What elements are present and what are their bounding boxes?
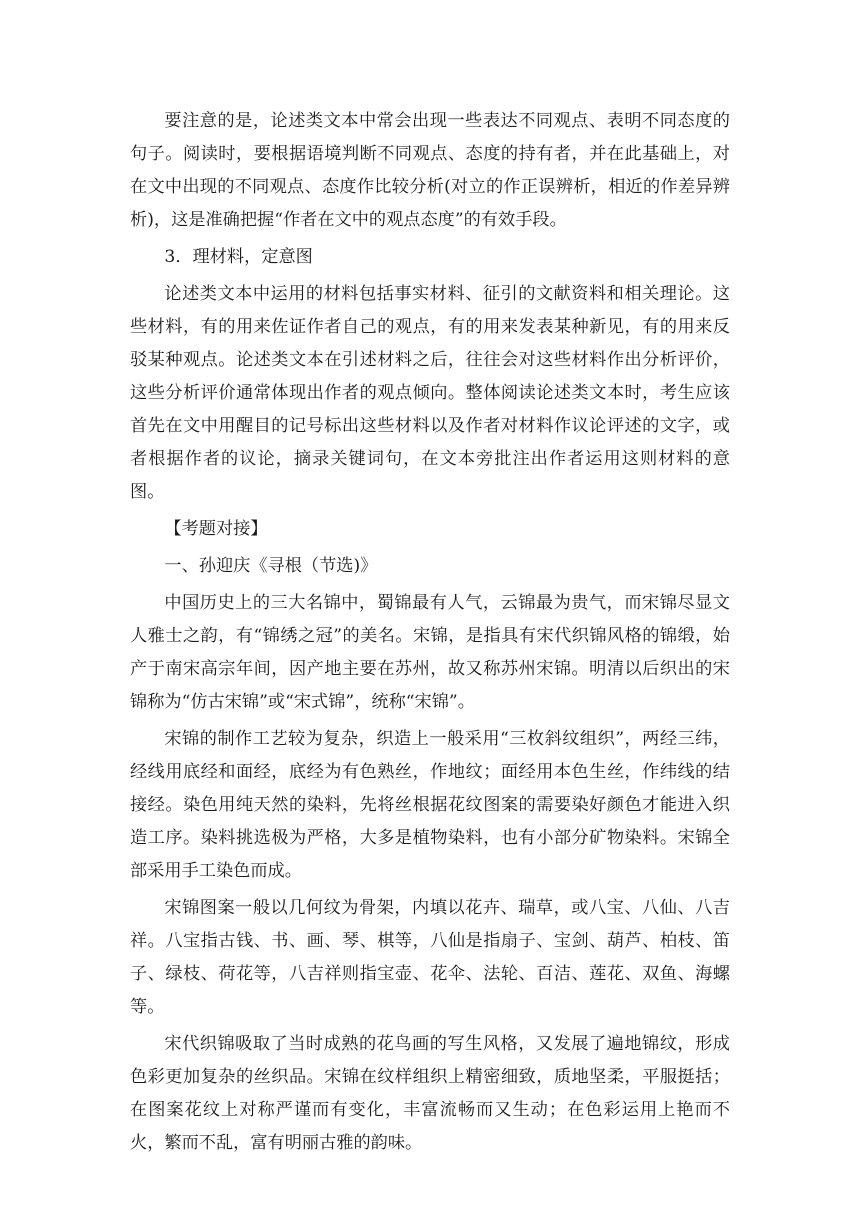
section-title-exam: 【考题对接】	[164, 519, 268, 539]
paragraph-patterns: 宋锦图案一般以几何纹为骨架，内填以花卉、瑞草，或八宝、八仙、八吉祥。八宝指古钱、书、画、琴、棋等，八仙是指扇子、宝剑、葫芦、柏枝、笛子、绿枝、荷花等，八吉祥则指宝壶、花伞、法轮、百洁、莲花、双鱼、海螺等。	[130, 898, 730, 1017]
paragraph-song-brocade-intro: 中国历史上的三大名锦中，蜀锦最有人气，云锦最为贵气，而宋锦尽显文人雅士之韵，有“锦绣之冠”的美名。宋锦，是指具有宋代织锦风格的锦缎，始产于南宋高宗年间，因产地主要在苏州，故又称苏州宋锦。明清以后织出的宋锦称为“仿古宋锦”或“宋式锦”，统称“宋锦”。	[130, 593, 730, 712]
paragraph-viewpoint-attitude: 要注意的是，论述类文本中常会出现一些表达不同观点、表明不同态度的句子。阅读时，要根据语境判断不同观点、态度的持有者，并在此基础上，对在文中出现的不同观点、态度作比较分析(对立的作正误辨析，相近的作差异辨析)，这是准确把握“作者在文中的观点态度”的有效手段。	[130, 111, 730, 230]
subsection-title-reading: 一、孙迎庆《寻根（节选)》	[164, 556, 378, 576]
document-page	[130, 105, 730, 1160]
heading-material-intent: 3．理材料，定意图	[164, 247, 313, 267]
paragraph-style: 宋代织锦吸取了当时成熟的花鸟画的写生风格，又发展了遍地锦纹，形成色彩更加复杂的丝织品。宋锦在纹样组织上精密细致，质地坚柔，平服挺括；在图案花纹上对称严谨而有变化，丰富流畅而又生动；在色彩运用上艳而不火，繁而不乱，富有明丽古雅的韵味。	[130, 1034, 730, 1153]
paragraph-materials: 论述类文本中运用的材料包括事实材料、征引的文献资料和相关理论。这些材料，有的用来佐证作者自己的观点，有的用来发表某种新见，有的用来反驳某种观点。论述类文本在引述材料之后，往往会对这些材料作出分析评价，这些分析评价通常体现出作者的观点倾向。整体阅读论述类文本时，考生应该首先在文中用醒目的记号标出这些材料以及作者对材料作议论评述的文字，或者根据作者的议论，摘录关键词句，在文本旁批注出作者运用这则材料的意图。	[130, 284, 730, 502]
paragraph-craft: 宋锦的制作工艺较为复杂，织造上一般采用“三枚斜纹组织”，两经三纬，经线用底经和面经，底经为有色熟丝，作地纹；面经用本色生丝，作纬线的结接经。染色用纯天然的染料，先将丝根据花纹图案的需要染好颜色才能进入织造工序。染料挑选极为严格，大多是植物染料，也有小部分矿物染料。宋锦全部采用手工染色而成。	[130, 729, 730, 881]
